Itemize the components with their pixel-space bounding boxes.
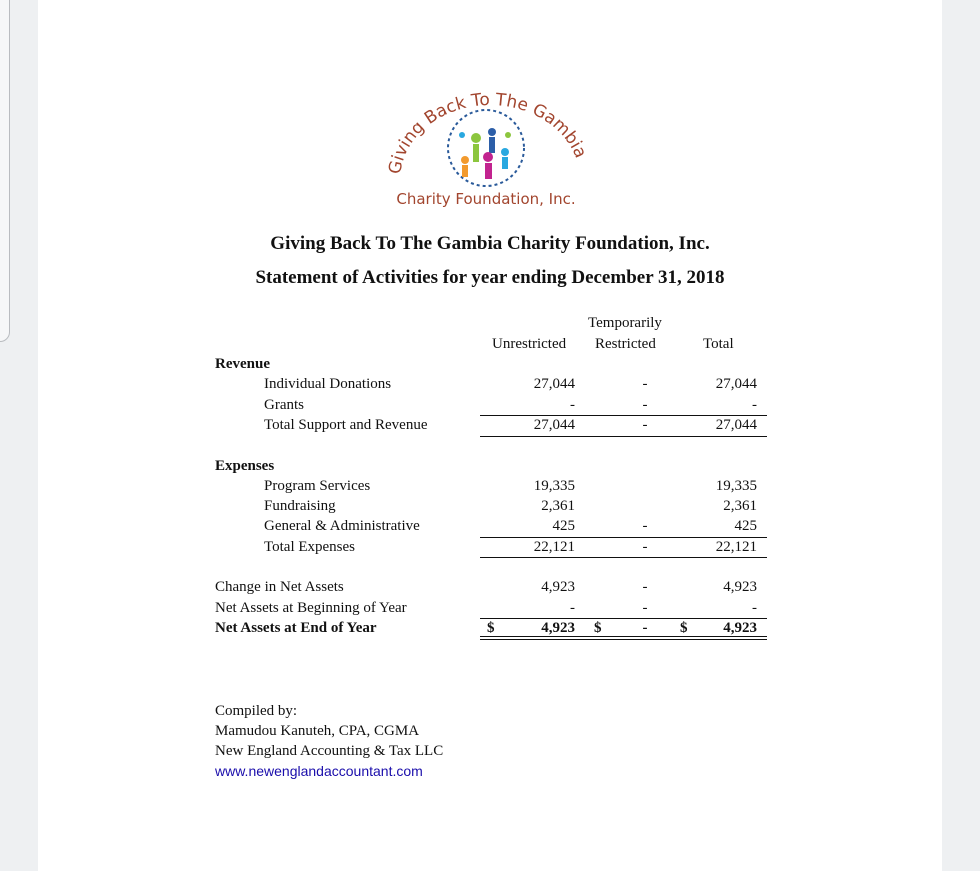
col-header-total: Total	[703, 336, 734, 352]
row-label: Net Assets at Beginning of Year	[215, 600, 407, 616]
value-total: -	[752, 397, 757, 413]
value-restricted: -	[642, 539, 648, 555]
value-restricted: -	[642, 620, 648, 636]
value-restricted: -	[642, 600, 648, 616]
value-total: 22,121	[715, 539, 757, 555]
rule	[480, 436, 767, 437]
double-rule	[480, 636, 767, 640]
value-restricted: -	[642, 579, 648, 595]
value-restricted: -	[642, 397, 648, 413]
statement-title: Statement of Activities for year ending December 31, 2018	[255, 267, 725, 288]
row-label: Total Expenses	[264, 539, 356, 555]
currency-symbol: $	[487, 620, 495, 636]
value-unrestricted: 425	[552, 518, 575, 534]
rule	[480, 618, 767, 619]
value-unrestricted: 4,923	[541, 579, 575, 595]
value-total: 4,923	[723, 579, 757, 595]
value-unrestricted: 19,335	[533, 478, 575, 494]
section-expenses: Expenses	[215, 458, 275, 474]
section-revenue: Revenue	[215, 356, 270, 372]
website-link[interactable]: www.newenglandaccountant.com	[215, 763, 423, 779]
value-total: 4,923	[723, 620, 757, 636]
compiled-by: Compiled by:	[215, 703, 298, 719]
firm-name: New England Accounting & Tax LLC	[215, 743, 444, 759]
value-total: 19,335	[715, 478, 757, 494]
row-label: Total Support and Revenue	[264, 417, 428, 433]
value-total: 27,044	[715, 376, 757, 392]
value-unrestricted: 4,923	[541, 620, 575, 636]
rule	[480, 557, 767, 558]
value-unrestricted: 22,121	[533, 539, 575, 555]
row-label: Grants	[264, 397, 304, 413]
value-unrestricted: -	[570, 397, 575, 413]
col-header-temporarily: Temporarily	[588, 315, 662, 331]
row-label: Individual Donations	[264, 376, 392, 392]
logo-sub-text: Charity Foundation, Inc.	[396, 190, 576, 208]
value-restricted: -	[642, 376, 648, 392]
value-total: 27,044	[715, 417, 757, 433]
col-header-unrestricted: Unrestricted	[492, 336, 567, 352]
value-total: -	[752, 600, 757, 616]
globe-people-icon	[448, 110, 524, 186]
value-total: 2,361	[723, 498, 757, 514]
row-label: Program Services	[264, 478, 371, 494]
value-unrestricted: -	[570, 600, 575, 616]
row-label: Net Assets at End of Year	[215, 620, 377, 636]
logo-arc-text: Giving Back To The Gambia	[385, 89, 591, 176]
value-unrestricted: 2,361	[541, 498, 575, 514]
rule	[480, 415, 767, 416]
compiler-name: Mamudou Kanuteh, CPA, CGMA	[215, 723, 420, 739]
panel-edge	[0, 0, 10, 342]
rule	[480, 537, 767, 538]
row-label: General & Administrative	[264, 518, 420, 534]
currency-symbol: $	[594, 620, 602, 636]
col-header-restricted: Restricted	[595, 336, 656, 352]
value-total: 425	[734, 518, 757, 534]
value-unrestricted: 27,044	[533, 417, 575, 433]
value-restricted: -	[642, 417, 648, 433]
currency-symbol: $	[680, 620, 688, 636]
org-title: Giving Back To The Gambia Charity Foundation, Inc.	[270, 233, 710, 254]
value-restricted: -	[642, 518, 648, 534]
row-label: Fundraising	[264, 498, 336, 514]
row-label: Change in Net Assets	[215, 579, 344, 595]
logo	[380, 80, 600, 210]
value-unrestricted: 27,044	[533, 376, 575, 392]
